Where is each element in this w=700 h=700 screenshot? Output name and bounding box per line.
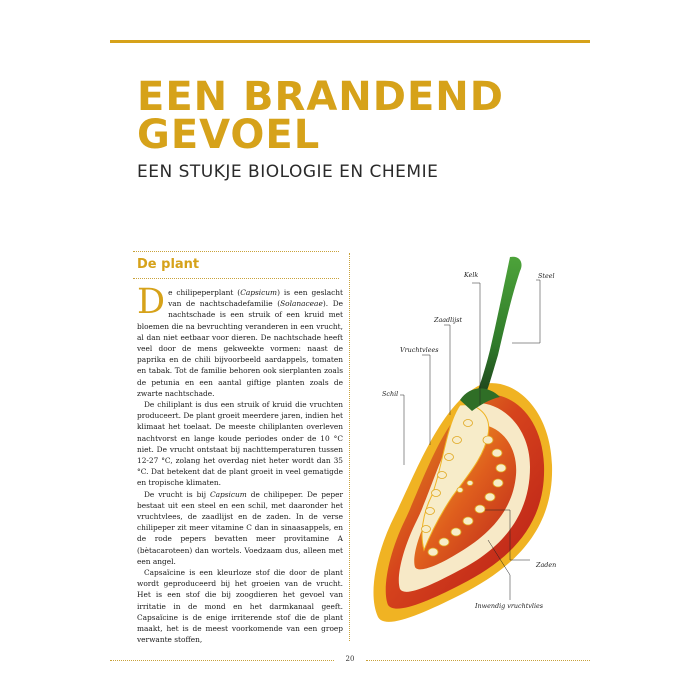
paragraph-4: Capsaïcine is een kleurloze stof die door de plant wordt geproduceerd bij het groeien van de vrucht. Het is een stof die bij zoogdieren het gevoel van irritatie in de mond en het darmkanaal geeft. Capsaïcine is de enige irriterende stof die de plant maakt, het is de meest voorkomende van een groep verwante stoffen, (137, 568, 343, 645)
top-rule (110, 40, 590, 43)
footer-rule-left (110, 660, 334, 661)
label-schil: Schil (382, 390, 399, 398)
paragraph-3: De vrucht is bij Capsicum de chilipeper. De peper bestaat uit een steel en een schil, met daaronder het vruchtvlees, de zaadlijst en de zaden. In de verse chilipeper zit meer vitamine C dan in sinaasappels, en de rode pepers bevatten meer provitamine A (bètacaroteen) dan wortels. Voedzaam dus, alleen met een angel. (137, 489, 343, 566)
title-line-1: EEN BRANDEND (137, 74, 504, 120)
paragraph-1: De chilipeperplant (Capsicum) is een geslacht van de nachtschadefamilie (Solanaceae). De nachtschade is een struik of een kruid met bloemen die na bevruchting veranderen in een vrucht, al dan niet eetbaar voor dieren. De nachtschade heeft veel door de mens gekweekte vormen: naast de paprika en de chili bijvoorbeeld aardappels, tomaten en tabak. Tot de familie behoren ook sierplanten zoals de petunia en een aantal giftige planten zoals de zwarte nachtschade. (137, 282, 344, 398)
paragraph-2: De chiliplant is dus een struik of kruid die vruchten produceert. De plant groeit meerdere jaren, indien het klimaat het toelaat. De meeste chiliplanten overleven nachtvorst en lange koude periodes onder de 10 °C niet. De vrucht ontstaat bij nachttemperaturen tussen 12-27 °C, zolang het overdag niet heter wordt dan 35 °C. Dat betekent dat de plant groeit in veel gematigde en tropische klimaten. (137, 400, 343, 488)
section-rule-bottom (133, 278, 339, 279)
page-number: 20 (345, 655, 355, 663)
pepper-stem (474, 257, 522, 403)
body-text (137, 282, 344, 646)
footer-rule-right (366, 660, 590, 661)
chili-pepper-illustration (360, 235, 580, 635)
leader-schil (400, 395, 404, 465)
leader-steel (512, 280, 540, 343)
title-line-2: GEVOEL (137, 112, 321, 158)
section-heading: De plant (137, 257, 200, 272)
label-kelk: Kelk (464, 271, 479, 279)
leader-vruchtvlees (422, 355, 430, 445)
page-subtitle: EEN STUKJE BIOLOGIE EN CHEMIE (137, 162, 439, 182)
label-zaden: Zaden (536, 561, 557, 569)
label-inwendig-vruchtvlies: Inwendig vruchtvlies (475, 602, 544, 610)
section-rule-top (133, 251, 339, 252)
leader-zaadlijst (444, 325, 450, 415)
page-title (137, 74, 504, 158)
column-divider (349, 253, 350, 641)
label-vruchtvlees: Vruchtvlees (400, 346, 439, 354)
drop-cap: D (137, 282, 166, 322)
label-zaadlijst: Zaadlijst (434, 316, 463, 324)
label-steel: Steel (538, 272, 555, 280)
